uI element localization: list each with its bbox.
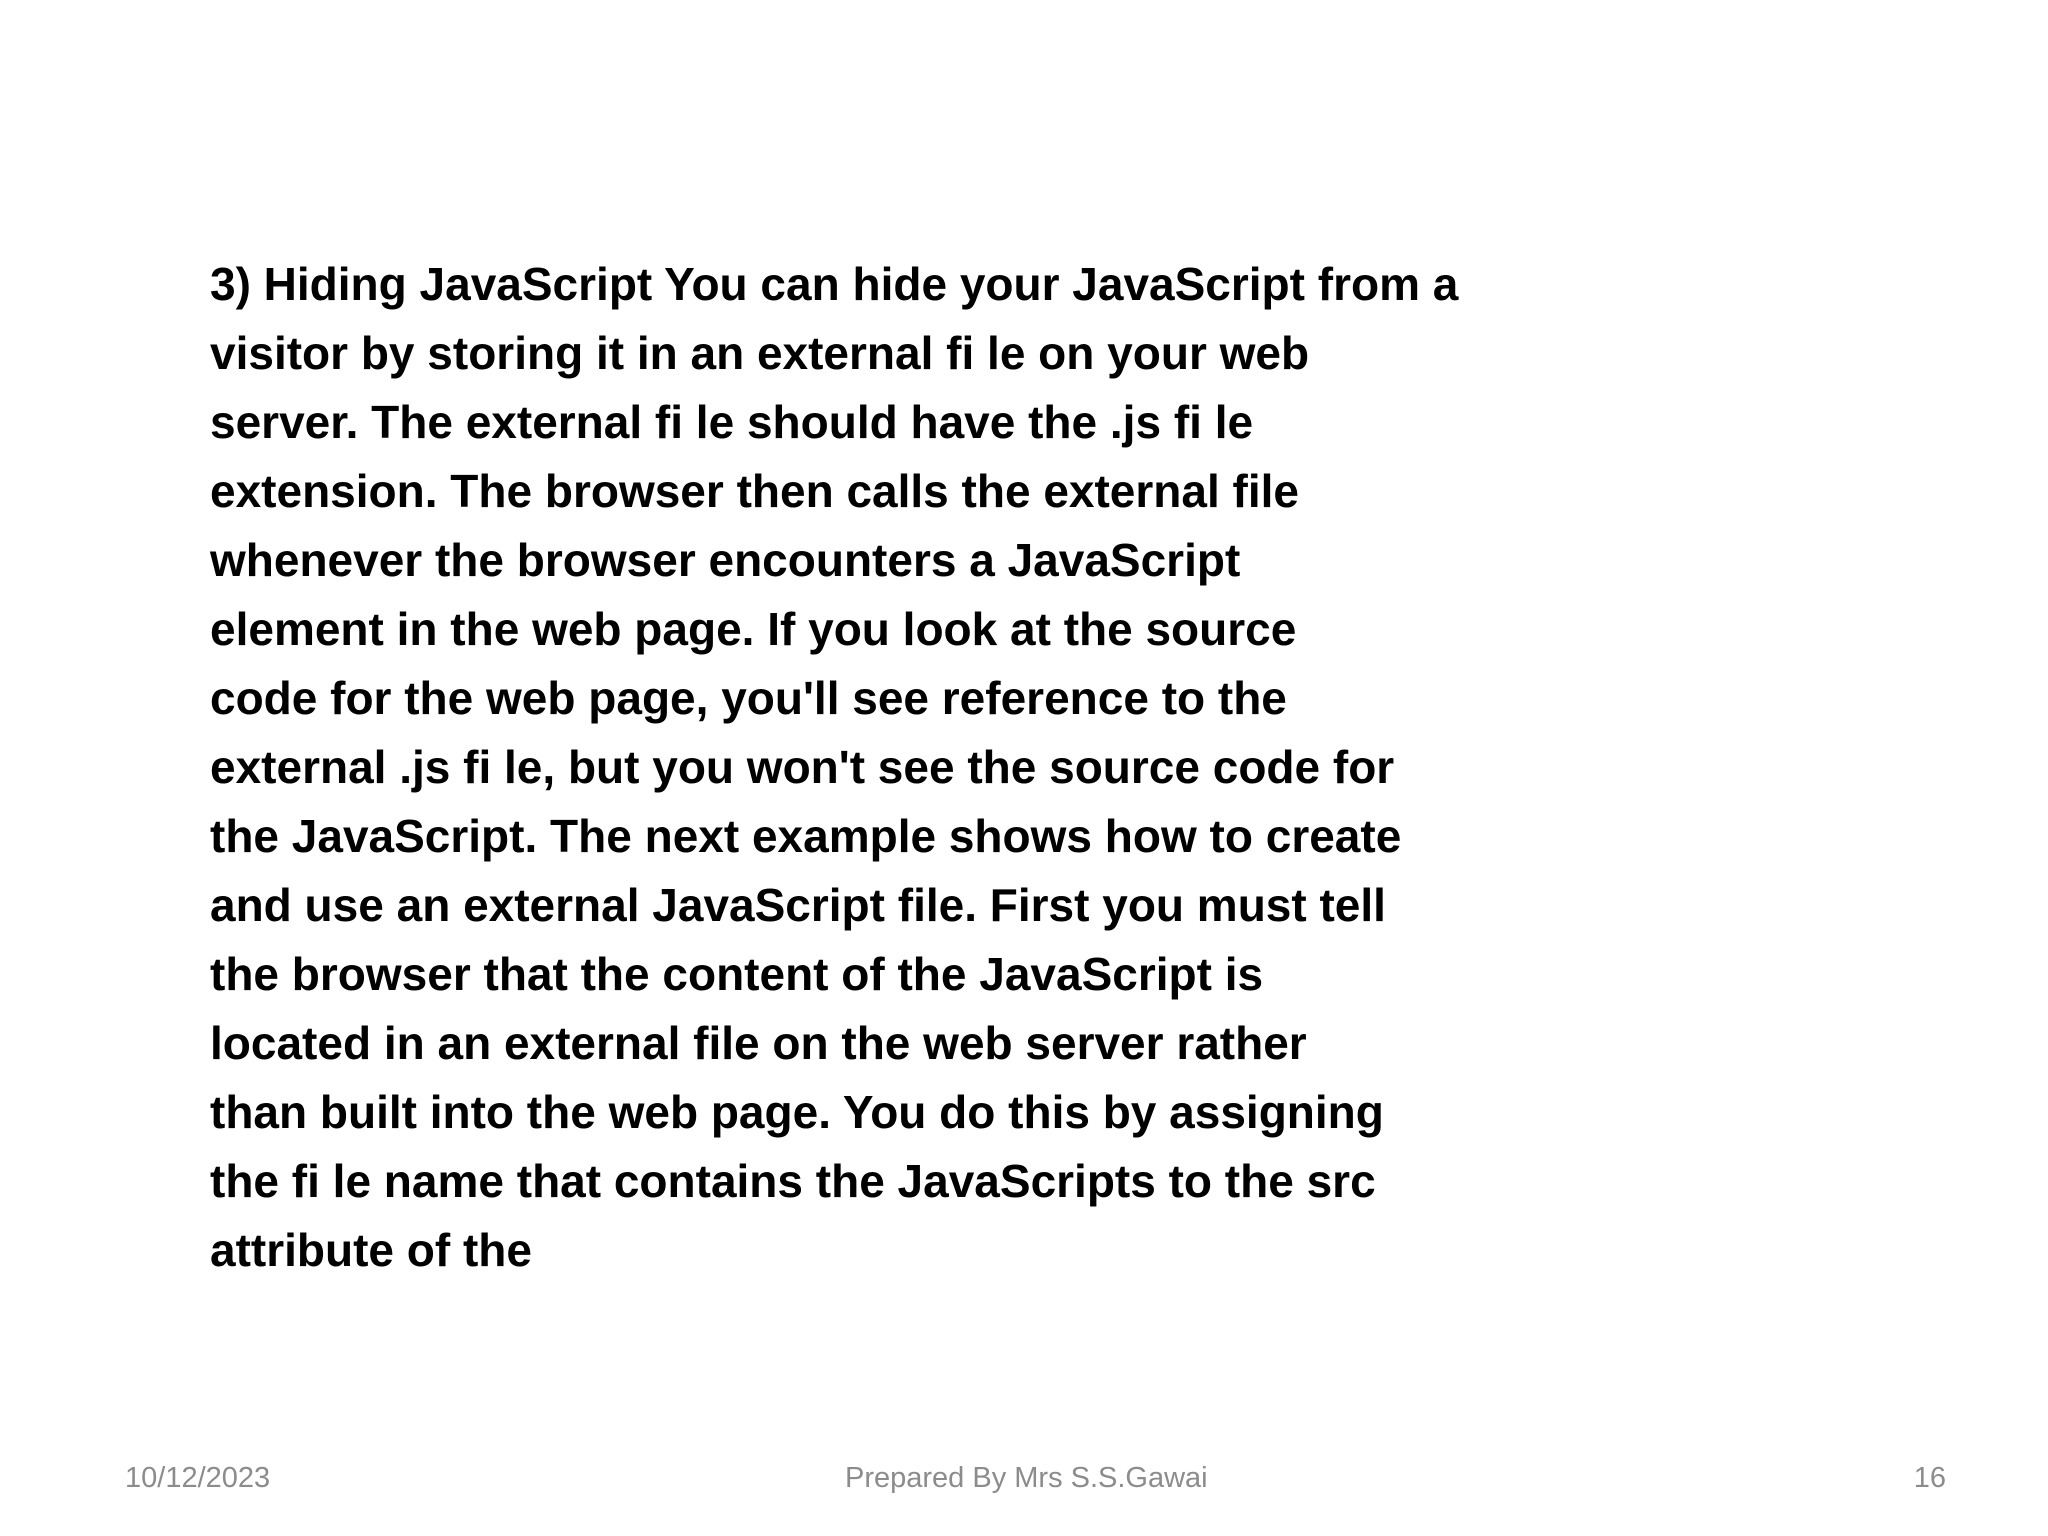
body-line-12: located in an external file on the web server rather <box>210 1017 1307 1069</box>
body-line-8: external .js fi le, but you won't see the source code for <box>210 741 1395 793</box>
body-line-4: extension. The browser then calls the external file <box>210 465 1299 517</box>
body-line-14: the fi le name that contains the JavaScripts to the src <box>210 1155 1376 1207</box>
footer-date: 10/12/2023 <box>125 1462 271 1494</box>
footer-author: Prepared By Mrs S.S.Gawai <box>845 1462 1208 1494</box>
body-line-13: than built into the web page. You do this by assigning <box>210 1086 1384 1138</box>
body-line-3: server. The external fi le should have the .js fi le <box>210 396 1254 448</box>
slide-number: 16 <box>1913 1462 1946 1494</box>
body-line-6: element in the web page. If you look at the source <box>210 603 1297 655</box>
body-line-2: visitor by storing it in an external fi le on your web <box>210 327 1310 379</box>
body-line-5: whenever the browser encounters a JavaScript <box>210 534 1241 586</box>
body-line-10: and use an external JavaScript file. First you must tell <box>210 879 1386 931</box>
body-line-7: code for the web page, you'll see reference to the <box>210 672 1287 724</box>
body-line-11: the browser that the content of the JavaScript is <box>210 948 1264 1000</box>
body-line-9: the JavaScript. The next example shows how to create <box>210 810 1402 862</box>
slide-body-text <box>210 250 1610 1285</box>
body-line-15: attribute of the <box>210 1224 532 1276</box>
body-line-1: 3) Hiding JavaScript You can hide your JavaScript from a <box>210 258 1459 310</box>
